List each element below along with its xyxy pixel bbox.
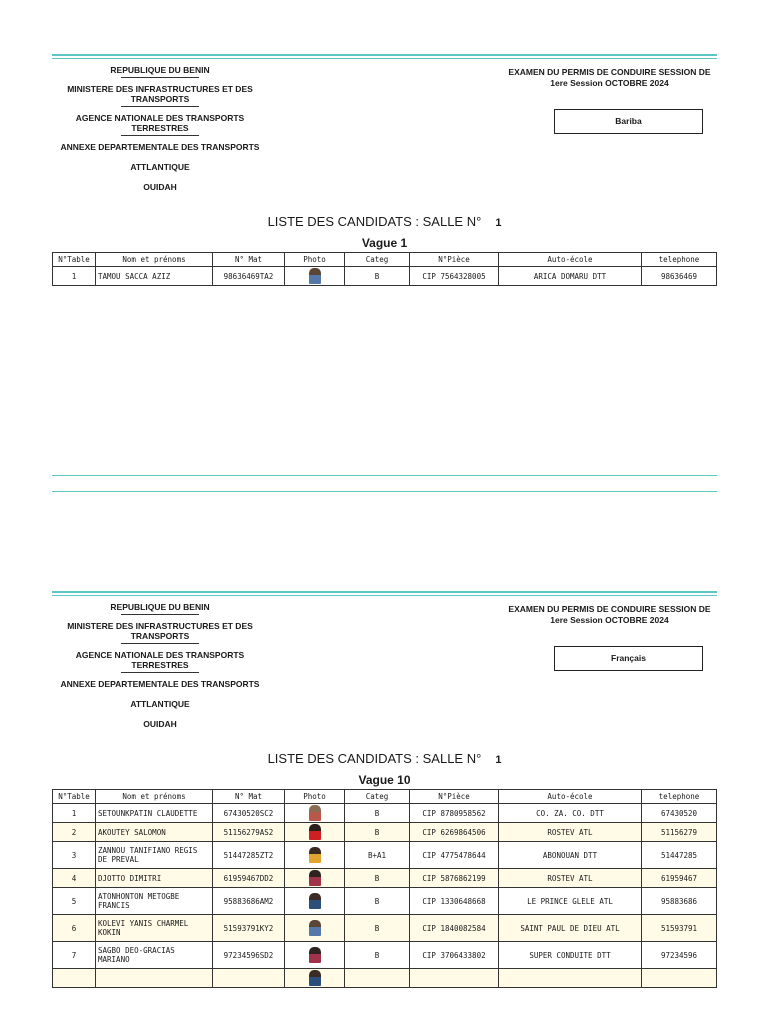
cell-ecole: CO. ZA. CO. DTT (499, 804, 642, 823)
cell-table: 1 (53, 804, 96, 823)
table-row (53, 869, 717, 888)
cell-tel: 98636469 (642, 267, 717, 286)
language-box: Bariba (554, 109, 703, 134)
col-header: Nom et prénoms (96, 790, 213, 804)
cell-photo (285, 842, 345, 869)
ministry-label: MINISTERE DES INFRASTRUCTURES ET DES TRANSPORTS (67, 84, 253, 104)
exam-label: EXAMEN DU PERMIS DE CONDUIRE SESSION DE 1ere Session OCTOBRE 2024 (508, 604, 711, 625)
col-header: Auto-école (499, 790, 642, 804)
language-box: Français (554, 646, 703, 671)
cell-table: 4 (53, 869, 96, 888)
table-row (53, 823, 717, 842)
table-row (53, 915, 717, 942)
col-header: telephone (642, 790, 717, 804)
cell-name: ATONHONTON METOGBE FRANCIS (96, 888, 213, 915)
vague-label: Vague 10 (358, 773, 411, 787)
cell-photo (285, 942, 345, 969)
col-header: N°Table (53, 790, 96, 804)
cell-name: KOLEVI YANIS CHARMEL KOKIN (96, 915, 213, 942)
cell-categ: B (345, 823, 410, 842)
cell-table: 1 (53, 267, 96, 286)
table-row (53, 267, 717, 286)
annex-label: ANNEXE DEPARTEMENTALE DES TRANSPORTS (60, 142, 260, 152)
cell-table: 6 (53, 915, 96, 942)
page-separator (52, 491, 717, 492)
header-left (52, 65, 268, 192)
cell-name: ZANNOU TANIFIANO REGIS DE PREVAL (96, 842, 213, 869)
sheet-header (52, 596, 717, 964)
cell-categ: B (345, 869, 410, 888)
cell-piece: CIP 8780958562 (410, 804, 499, 823)
col-header: Categ (345, 790, 410, 804)
cell-mat: 51447285ZT2 (213, 842, 285, 869)
sheet-1 (52, 54, 717, 281)
cell-mat: 97234596SD2 (213, 942, 285, 969)
cell-mat: 51156279AS2 (213, 823, 285, 842)
cell-categ: B (345, 915, 410, 942)
dept-label: ATTLANTIQUE (130, 162, 190, 172)
cell-tel: 95883686 (642, 888, 717, 915)
republic-label: REPUBLIQUE DU BENIN (110, 65, 210, 75)
cell-mat: 98636469TA2 (213, 267, 285, 286)
list-title: LISTE DES CANDIDATS : SALLE N° 1 (267, 214, 502, 229)
cell-name (96, 969, 213, 988)
cell-categ: B (345, 942, 410, 969)
cell-photo (285, 969, 345, 988)
annex-label: ANNEXE DEPARTEMENTALE DES TRANSPORTS (60, 679, 260, 689)
cell-piece: CIP 3706433802 (410, 942, 499, 969)
cell-table: 3 (53, 842, 96, 869)
cell-ecole: SAINT PAUL DE DIEU ATL (499, 915, 642, 942)
candidate-photo (309, 893, 321, 909)
table-header-row (53, 790, 717, 804)
cell-piece: CIP 4775478644 (410, 842, 499, 869)
cell-tel: 51447285 (642, 842, 717, 869)
cell-photo (285, 267, 345, 286)
col-header: N°Table (53, 253, 96, 267)
cell-name: SETOUNKPATIN CLAUDETTE (96, 804, 213, 823)
cell-ecole: LE PRINCE GLELE ATL (499, 888, 642, 915)
header-left (52, 602, 268, 729)
cell-table: 7 (53, 942, 96, 969)
candidates-table (52, 252, 717, 286)
col-header: Categ (345, 253, 410, 267)
cell-photo (285, 869, 345, 888)
cell-piece: CIP 6269864506 (410, 823, 499, 842)
cell-piece: CIP 7564328005 (410, 267, 499, 286)
city-label: OUIDAH (143, 182, 177, 192)
page-separator (52, 475, 717, 476)
col-header: Photo (285, 790, 345, 804)
cell-categ: B (345, 804, 410, 823)
cell-mat: 95883686AM2 (213, 888, 285, 915)
table-row (53, 888, 717, 915)
cell-categ: B+A1 (345, 842, 410, 869)
candidate-photo (309, 847, 321, 863)
cell-piece (410, 969, 499, 988)
col-header: N°Pièce (410, 253, 499, 267)
cell-photo (285, 888, 345, 915)
cell-tel: 61959467 (642, 869, 717, 888)
republic-label: REPUBLIQUE DU BENIN (110, 602, 210, 612)
cell-mat (213, 969, 285, 988)
ministry-label: MINISTERE DES INFRASTRUCTURES ET DES TRANSPORTS (67, 621, 253, 641)
cell-categ (345, 969, 410, 988)
sheet-header (52, 59, 717, 281)
agency-label: AGENCE NATIONALE DES TRANSPORTS TERRESTRES (75, 650, 245, 670)
exam-label: EXAMEN DU PERMIS DE CONDUIRE SESSION DE 1ere Session OCTOBRE 2024 (508, 67, 711, 88)
col-header: Photo (285, 253, 345, 267)
cell-mat: 51593791KY2 (213, 915, 285, 942)
col-header: telephone (642, 253, 717, 267)
cell-table (53, 969, 96, 988)
city-label: OUIDAH (143, 719, 177, 729)
cell-categ: B (345, 888, 410, 915)
cell-mat: 61959467DD2 (213, 869, 285, 888)
cell-tel (642, 969, 717, 988)
cell-tel: 51156279 (642, 823, 717, 842)
candidate-photo (309, 947, 321, 963)
cell-name: AKOUTEY SALOMON (96, 823, 213, 842)
list-title: LISTE DES CANDIDATS : SALLE N° 1 (267, 751, 502, 766)
cell-photo (285, 804, 345, 823)
table-row (53, 942, 717, 969)
cell-piece: CIP 1840082584 (410, 915, 499, 942)
col-header: N°Pièce (410, 790, 499, 804)
cell-tel: 97234596 (642, 942, 717, 969)
cell-tel: 51593791 (642, 915, 717, 942)
table-header-row (53, 253, 717, 267)
cell-ecole: ROSTEV ATL (499, 869, 642, 888)
table-row (53, 804, 717, 823)
cell-name: DJOTTO DIMITRI (96, 869, 213, 888)
cell-categ: B (345, 267, 410, 286)
table-row (53, 969, 717, 988)
cell-piece: CIP 1330648668 (410, 888, 499, 915)
table-row (53, 842, 717, 869)
candidates-table (52, 789, 717, 988)
cell-photo (285, 823, 345, 842)
cell-photo (285, 915, 345, 942)
col-header: N° Mat (213, 253, 285, 267)
candidate-photo (309, 268, 321, 284)
cell-name: TAMOU SACCA AZIZ (96, 267, 213, 286)
cell-table: 5 (53, 888, 96, 915)
cell-mat: 67430520SC2 (213, 804, 285, 823)
cell-ecole: SUPER CONDUITE DTT (499, 942, 642, 969)
cell-ecole: ABONOUAN DTT (499, 842, 642, 869)
candidate-photo (309, 870, 321, 886)
cell-ecole: ARICA DOMARU DTT (499, 267, 642, 286)
dept-label: ATTLANTIQUE (130, 699, 190, 709)
candidate-photo (309, 920, 321, 936)
cell-tel: 67430520 (642, 804, 717, 823)
candidate-photo (309, 824, 321, 840)
cell-table: 2 (53, 823, 96, 842)
agency-label: AGENCE NATIONALE DES TRANSPORTS TERRESTRES (75, 113, 245, 133)
cell-piece: CIP 5876862199 (410, 869, 499, 888)
cell-ecole: ROSTEV ATL (499, 823, 642, 842)
sheet-2 (52, 591, 717, 964)
cell-ecole (499, 969, 642, 988)
cell-name: SAGBO DEO-GRACIAS MARIANO (96, 942, 213, 969)
vague-label: Vague 1 (361, 236, 408, 250)
candidate-photo (309, 805, 321, 821)
col-header: N° Mat (213, 790, 285, 804)
col-header: Nom et prénoms (96, 253, 213, 267)
candidate-photo (309, 970, 321, 986)
col-header: Auto-école (499, 253, 642, 267)
